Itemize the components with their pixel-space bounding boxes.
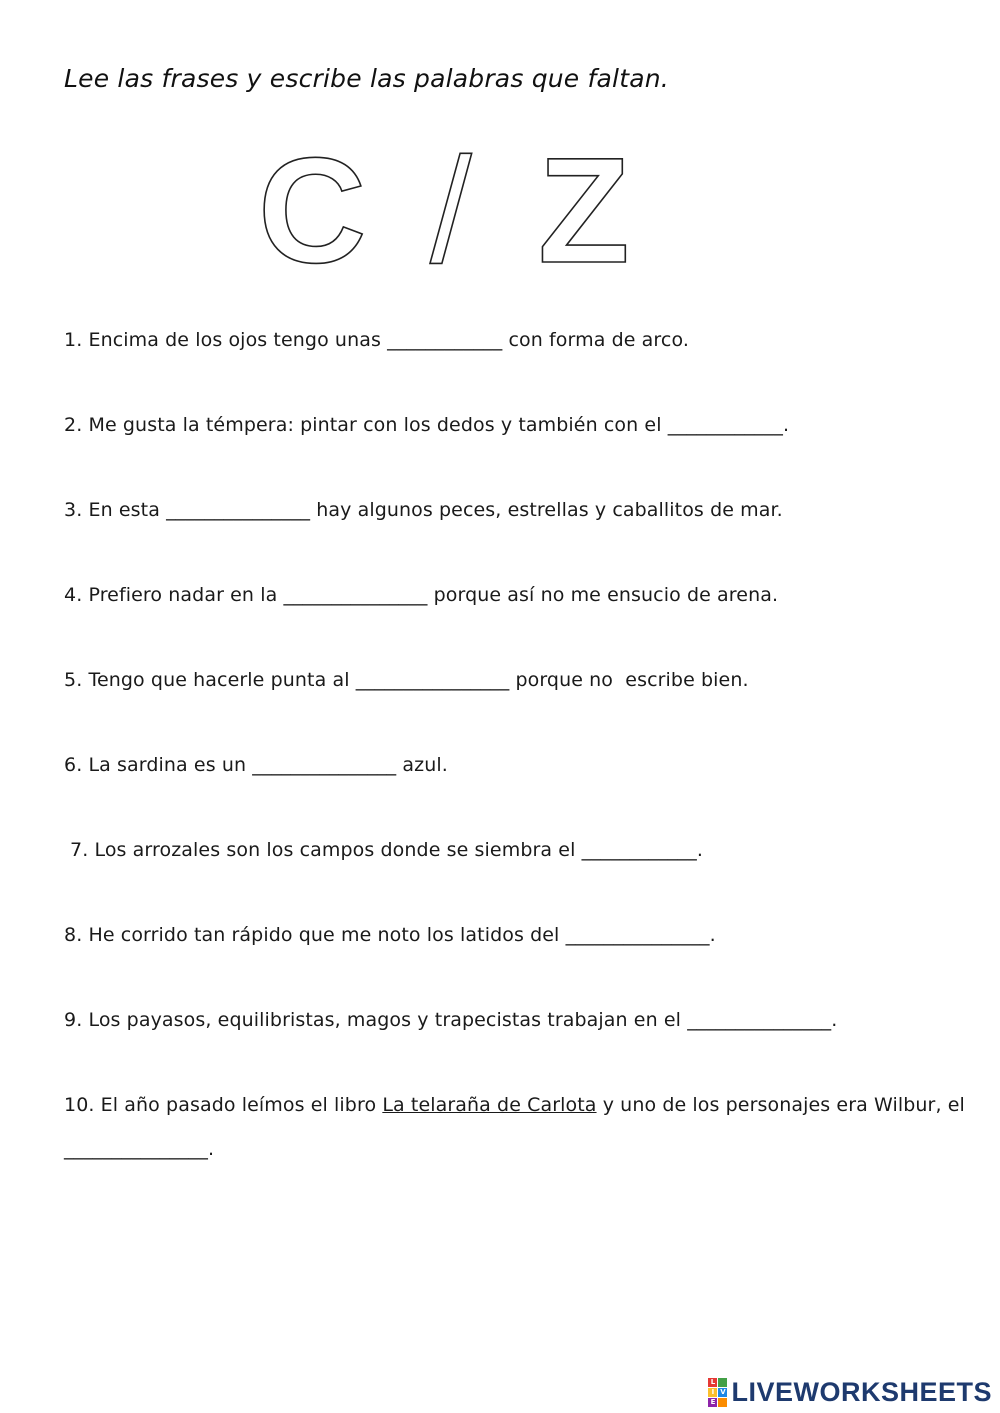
logo-text: LIVEWORKSHEETS (731, 1376, 992, 1407)
sentence-text: . (208, 1138, 215, 1160)
sentence-number: 7. (70, 839, 89, 861)
sentence-text: porque no escribe bien. (515, 669, 749, 691)
sentence-text: Los payasos, equilibristas, magos y trapecistas trabajan en el (88, 1009, 682, 1031)
sentence-1 (64, 329, 689, 351)
sentence-4 (64, 584, 778, 606)
sentence-text: . (831, 1009, 838, 1031)
logo-square: E (708, 1398, 717, 1407)
answer-blank[interactable]: _______________ (283, 584, 428, 606)
answer-blank[interactable]: ________________ (355, 669, 510, 691)
answer-blank[interactable]: _______________ (565, 924, 710, 946)
sentence-text: Tengo que hacerle punta al (88, 669, 350, 691)
sentence-9 (64, 1009, 837, 1031)
sentence-number: 3. (64, 499, 83, 521)
sentence-text: He corrido tan rápido que me noto los latidos del (88, 924, 560, 946)
sentence-7 (70, 839, 703, 861)
logo-mark-icon (708, 1378, 727, 1407)
sentence-text: y uno de los personajes era Wilbur, el (602, 1094, 965, 1116)
sentence-text: . (709, 924, 716, 946)
sentence-text: Prefiero nadar en la (88, 584, 278, 606)
answer-blank[interactable]: ____________ (667, 414, 783, 436)
logo-square (718, 1378, 727, 1387)
answer-blank[interactable]: _______________ (252, 754, 397, 776)
sentence-text: azul. (402, 754, 448, 776)
sentence-number: 6. (64, 754, 83, 776)
sentence-2 (64, 414, 789, 436)
answer-blank[interactable]: _______________ (687, 1009, 832, 1031)
sentence-text: Los arrozales son los campos donde se siembra el (94, 839, 576, 861)
sentence-number: 9. (64, 1009, 83, 1031)
sentence-number: 5. (64, 669, 83, 691)
sentence-6 (64, 754, 448, 776)
letter-slash: / (430, 140, 472, 275)
sentence-text: En esta (88, 499, 160, 521)
sentence-text: . (782, 414, 790, 436)
logo-square: I (708, 1388, 717, 1397)
answer-blank[interactable]: _______________ (64, 1138, 208, 1160)
sentence-text: hay algunos peces, estrellas y caballitos de mar. (316, 499, 783, 521)
c-z-title (0, 140, 1000, 275)
answer-blank[interactable]: ____________ (387, 329, 503, 351)
logo-square (718, 1398, 727, 1407)
logo-square: L (708, 1378, 717, 1387)
sentence-text: con forma de arco. (508, 329, 689, 351)
sentence-3 (64, 499, 783, 521)
sentence-text: Me gusta la témpera: pintar con los dedos y también con el (88, 414, 662, 436)
sentence-text: La sardina es un (88, 754, 247, 776)
sentence-text: Encima de los ojos tengo unas (88, 329, 381, 351)
logo-square: V (720, 1387, 726, 1396)
sentence-8 (64, 924, 716, 946)
letter-z: Z (538, 140, 630, 275)
book-title: La telaraña de Carlota (382, 1094, 597, 1116)
sentence-number: 8. (64, 924, 83, 946)
sentence-number: 10. (64, 1094, 95, 1116)
sentence-number: 2. (64, 414, 83, 436)
sentence-5 (64, 669, 749, 691)
sentence-text: porque así no me ensucio de arena. (433, 584, 779, 606)
sentence-text: El año pasado leímos el libro (100, 1094, 377, 1116)
sentence-number: 4. (64, 584, 83, 606)
answer-blank[interactable]: ____________ (581, 839, 697, 861)
sentence-number: 1. (64, 329, 83, 351)
sentence-10 (64, 1094, 965, 1116)
outline-letters (0, 140, 1000, 275)
liveworksheets-logo (708, 1377, 992, 1407)
instruction-heading: Lee las frases y escribe las palabras que faltan. (64, 64, 669, 93)
letter-c: C (258, 140, 367, 275)
sentence-text: . (696, 839, 703, 861)
answer-blank[interactable]: _______________ (166, 499, 311, 521)
sentence-10-continued (64, 1138, 214, 1160)
